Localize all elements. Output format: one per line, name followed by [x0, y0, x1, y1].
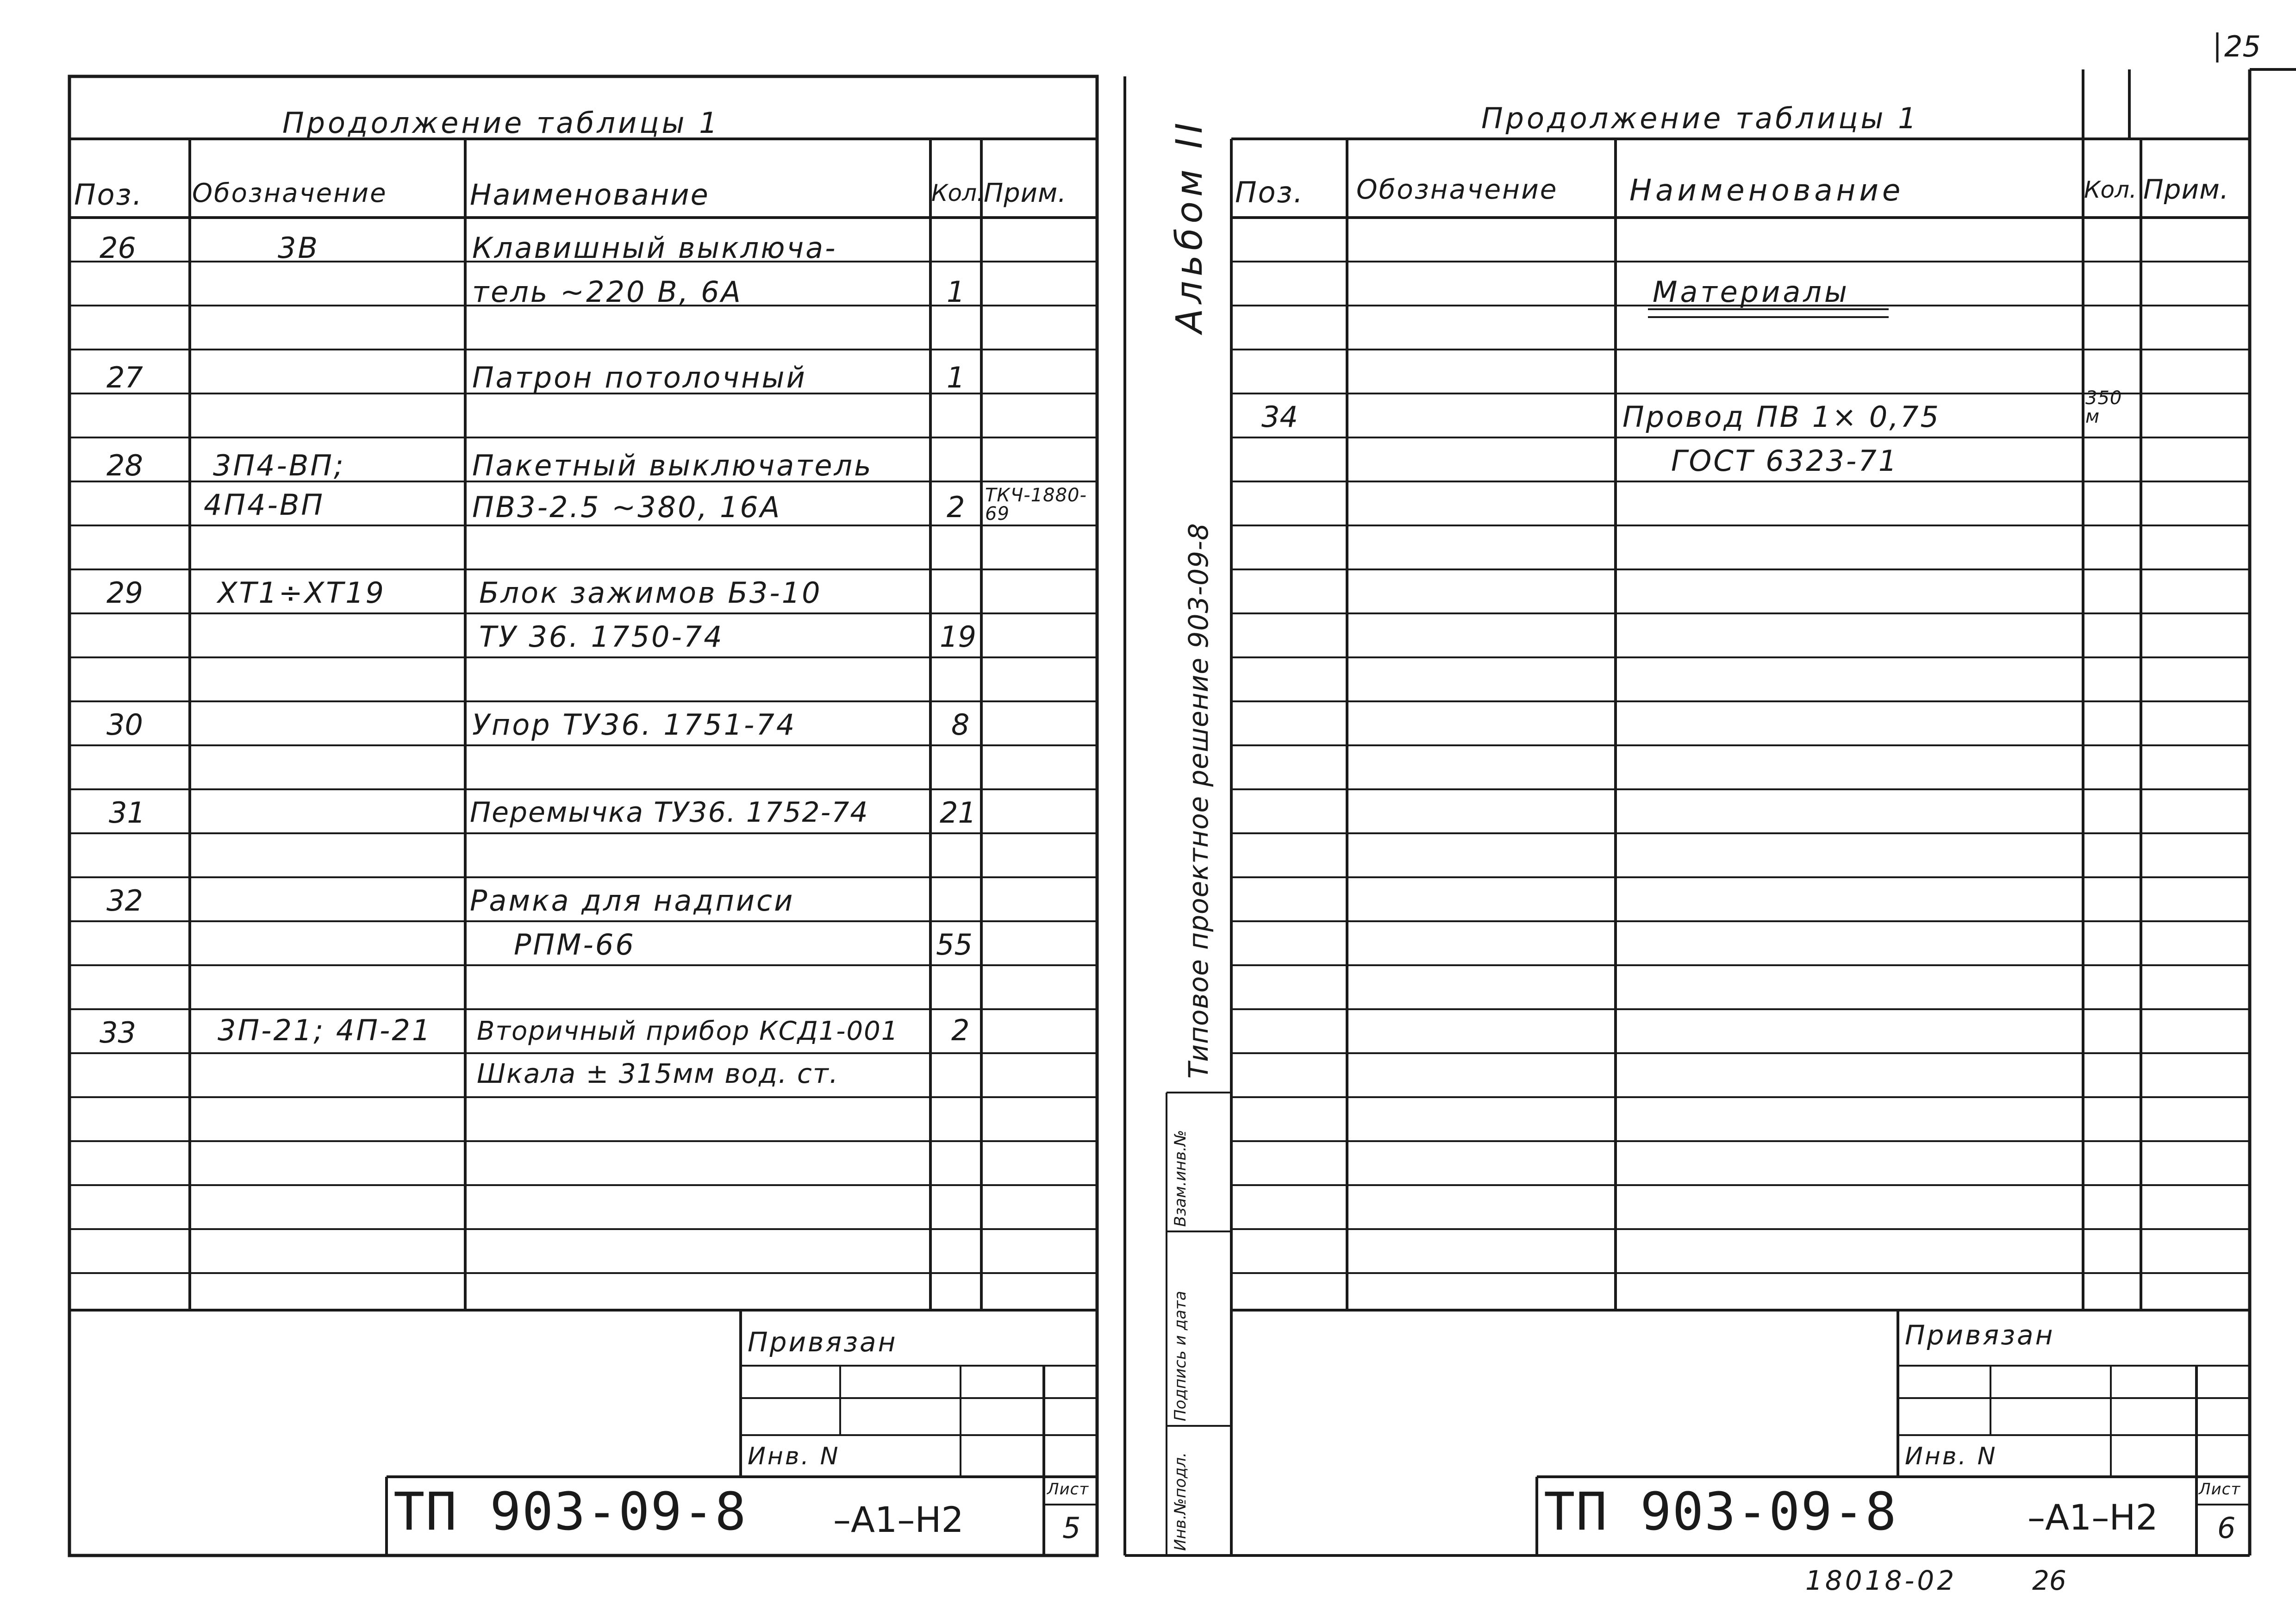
row-pos: 29 — [106, 576, 143, 610]
left-stamp-bound: Привязан — [748, 1326, 898, 1358]
right-stamp-suffix: –А1–Н2 — [2028, 1497, 2158, 1538]
row-name: Шкала ± 315мм вод. ст. — [477, 1058, 839, 1089]
right-header-name: Наименование — [1629, 174, 1904, 208]
order-number: 18018-02 — [1805, 1565, 1957, 1596]
series-label: Типовое проектное решение 903-09-8 — [1183, 523, 1214, 1079]
row-qty: 19 — [940, 620, 976, 654]
row-qty: 1 — [947, 275, 965, 309]
right-header-note: Прим. — [2143, 174, 2229, 205]
field-original-inv: Инв.№подл. — [1171, 1452, 1190, 1551]
footer-page: 26 — [2032, 1565, 2066, 1596]
left-table-title: Продолжение таблицы 1 — [282, 106, 720, 140]
right-stamp-sheet-label: Лист — [2199, 1480, 2241, 1499]
row-name: Рамка для надписи — [470, 884, 795, 918]
row-name: ГОСТ 6323-71 — [1671, 444, 1899, 478]
row-designation: 3П4-ВП; — [213, 449, 345, 482]
left-stamp-inv: Инв. N — [748, 1443, 840, 1470]
row-qty: 55 — [936, 928, 973, 962]
right-header-qty: Кол. — [2084, 176, 2137, 203]
row-name: Пакетный выключатель — [472, 449, 873, 482]
field-sign-date: Подпись и дата — [1171, 1291, 1190, 1421]
row-pos: 28 — [106, 449, 143, 482]
left-stamp-sheet-no: 5 — [1062, 1511, 1081, 1545]
left-stamp-code: ТП 903-09-8 — [393, 1482, 747, 1542]
right-stamp-inv: Инв. N — [1905, 1443, 1997, 1470]
row-name: РПМ-66 — [514, 928, 636, 962]
left-stamp-suffix: –А1–Н2 — [833, 1499, 964, 1540]
row-name: Провод ПВ 1× 0,75 — [1622, 400, 1940, 434]
field-replace-inv: Взам.инв.№ — [1171, 1130, 1190, 1227]
left-header-pos: Поз. — [74, 178, 144, 212]
left-header-name: Наименование — [470, 178, 710, 212]
row-pos: 27 — [106, 361, 143, 394]
right-stamp-sheet-no: 6 — [2217, 1511, 2236, 1545]
row-pos: 30 — [106, 708, 143, 742]
row-pos: 32 — [106, 884, 143, 918]
row-note: ТКЧ-1880-69 — [985, 485, 1087, 525]
row-pos: 34 — [1261, 400, 1298, 434]
right-table-title: Продолжение таблицы 1 — [1481, 101, 1919, 135]
row-name: тель ~220 В, 6А — [472, 275, 742, 309]
row-designation: 4П4-ВП — [204, 488, 325, 522]
row-designation: 3В — [278, 231, 319, 265]
row-name: ТУ 36. 1750-74 — [479, 620, 724, 654]
row-name: Патрон потолочный — [472, 361, 807, 394]
right-stamp-code: ТП 903-09-8 — [1544, 1482, 1897, 1542]
right-header-designation: Обозначение — [1356, 174, 1558, 205]
row-qty: 2 — [951, 1013, 970, 1047]
row-name: Блок зажимов Б3-10 — [479, 576, 822, 610]
right-stamp-bound: Привязан — [1905, 1319, 2055, 1351]
page-number: 25 — [2224, 30, 2261, 63]
row-pos: 31 — [109, 796, 145, 830]
right-header-pos: Поз. — [1235, 175, 1304, 209]
row-name: Перемычка ТУ36. 1752-74 — [470, 796, 869, 829]
row-qty: 1 — [947, 361, 965, 394]
album-label: Альбом II — [1169, 118, 1210, 333]
left-header-designation: Обозначение — [192, 178, 387, 208]
row-name: Клавишный выключа- — [472, 231, 837, 265]
row-qty: 350 м — [2085, 387, 2122, 427]
left-header-note: Прим. — [984, 178, 1067, 208]
row-pos: 33 — [100, 1016, 136, 1049]
left-header-qty: Кол. — [931, 180, 984, 206]
row-qty: 8 — [951, 708, 970, 742]
row-qty: 21 — [940, 796, 976, 830]
row-designation: ХТ1÷ХТ19 — [218, 576, 386, 610]
row-designation: 3П-21; 4П-21 — [218, 1013, 432, 1047]
row-name: Вторичный прибор КСД1-001 — [477, 1016, 899, 1046]
row-name: ПВ3-2.5 ~380, 16А — [472, 490, 782, 524]
row-pos: 26 — [100, 231, 136, 265]
row-qty: 2 — [947, 490, 965, 524]
row-name: Упор ТУ36. 1751-74 — [472, 708, 797, 742]
left-stamp-sheet-label: Лист — [1047, 1480, 1089, 1499]
section-heading: Материалы — [1653, 275, 1850, 309]
